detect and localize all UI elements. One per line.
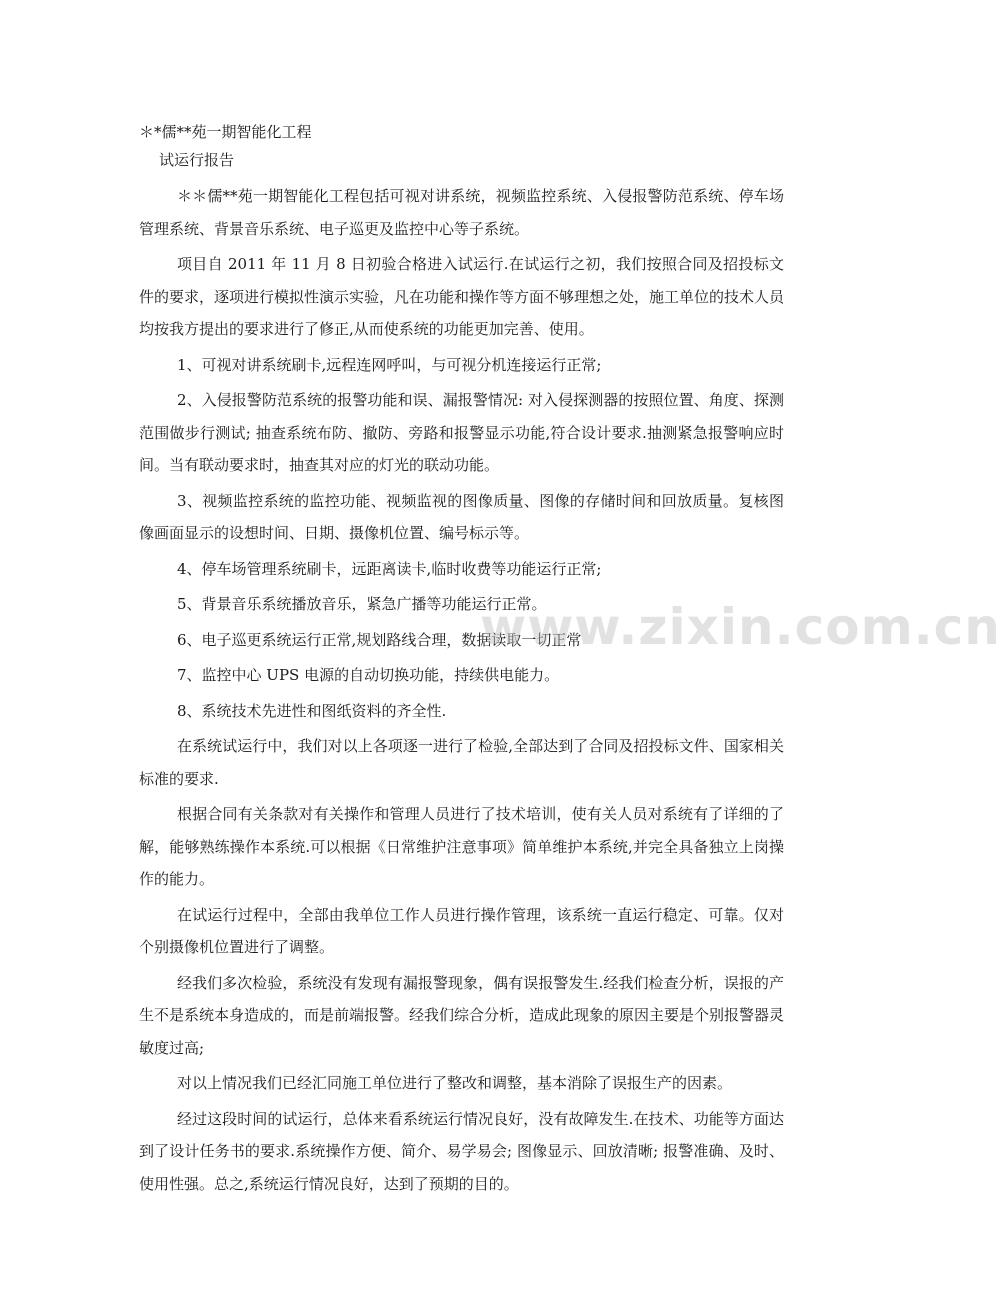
watermark: www.zixin.com.cn xyxy=(480,598,1001,656)
paragraph-13: 在试运行过程中，全部由我单位工作人员进行操作管理，该系统一直运行稳定、可靠。仅对个别摄像机位置进行了调整。 xyxy=(139,905,784,956)
document-body xyxy=(139,118,784,1203)
document-subtitle: 试运行报告 xyxy=(159,151,235,169)
paragraph-9: 7、监控中心 UPS 电源的自动切换功能，持续供电能力。 xyxy=(177,666,560,684)
paragraph-15: 对以上情况我们已经汇同施工单位进行了整改和调整，基本消除了误报生产的因素。 xyxy=(177,1074,733,1092)
paragraph-2: 项目自 2011 年 11 月 8 日初验合格进入试运行.在试运行之初，我们按照合同及招投标文件的要求，逐项进行模拟性演示实验，凡在功能和操作等方面不够理想之处，施工单位的技术人员均按我方提出的要求进行了修正,从而使系统的功能更加完善、使用。 xyxy=(139,255,785,338)
paragraph-4: 2、入侵报警防范系统的报警功能和误、漏报警情况: 对入侵探测器的按照位置、角度、探测范围做步行测试; 抽查系统布防、撤防、旁路和报警显示功能,符合设计要求.抽测紧急报警响应时间。当有联动要求时，抽查其对应的灯光的联动功能。 xyxy=(139,391,784,474)
paragraph-10: 8、系统技术先进性和图纸资料的齐全性. xyxy=(177,701,447,720)
paragraph-7: 5、背景音乐系统播放音乐，紧急广播等功能运行正常。 xyxy=(177,595,547,613)
paragraph-3: 1、可视对讲系统刷卡,远程连网呼叫，与可视分机连接运行正常; xyxy=(177,355,602,374)
document-title: ＊*儒**苑一期智能化工程 xyxy=(139,123,312,141)
paragraph-1: ＊＊儒**苑一期智能化工程包括可视对讲系统，视频监控系统、入侵报警防范系统、停车场管理系统、背景音乐系统、电子巡更及监控中心等子系统。 xyxy=(139,187,784,238)
paragraph-14: 经我们多次检验，系统没有发现有漏报警现象，偶有误报警发生.经我们检查分析，误报的产生不是系统本身造成的，而是前端报警。经我们综合分析，造成此现象的原因主要是个别报警器灵敏度过高; xyxy=(139,973,785,1057)
paragraph-5: 3、视频监控系统的监控功能、视频监视的图像质量、图像的存储时间和回放质量。复核图像画面显示的设想时间、日期、摄像机位置、编号标示等。 xyxy=(139,491,784,542)
paragraph-12: 根据合同有关条款对有关操作和管理人员进行了技术培训，使有关人员对系统有了详细的了解，能够熟练操作本系统.可以根据《日常维护注意事项》简单维护本系统,并完全具备独立上岗操作的能力。 xyxy=(139,805,784,888)
paragraph-6: 4、停车场管理系统刷卡，远距离读卡,临时收费等功能运行正常; xyxy=(177,559,602,578)
paragraph-16: 经过这段时间的试运行，总体来看系统运行情况良好，没有故障发生.在技术、功能等方面达到了设计任务书的要求.系统操作方便、简介、易学易会; 图像显示、回放清晰; 报警准确、及时、使用性强。总之,系统运行情况良好，达到了预期的目的。 xyxy=(139,1109,784,1193)
paragraph-8: 6、电子巡更系统运行正常,规划路线合理，数据读取一切正常 xyxy=(177,630,582,649)
paragraph-11: 在系统试运行中，我们对以上各项逐一进行了检验,全部达到了合同及招投标文件、国家相关标准的要求. xyxy=(139,737,784,788)
